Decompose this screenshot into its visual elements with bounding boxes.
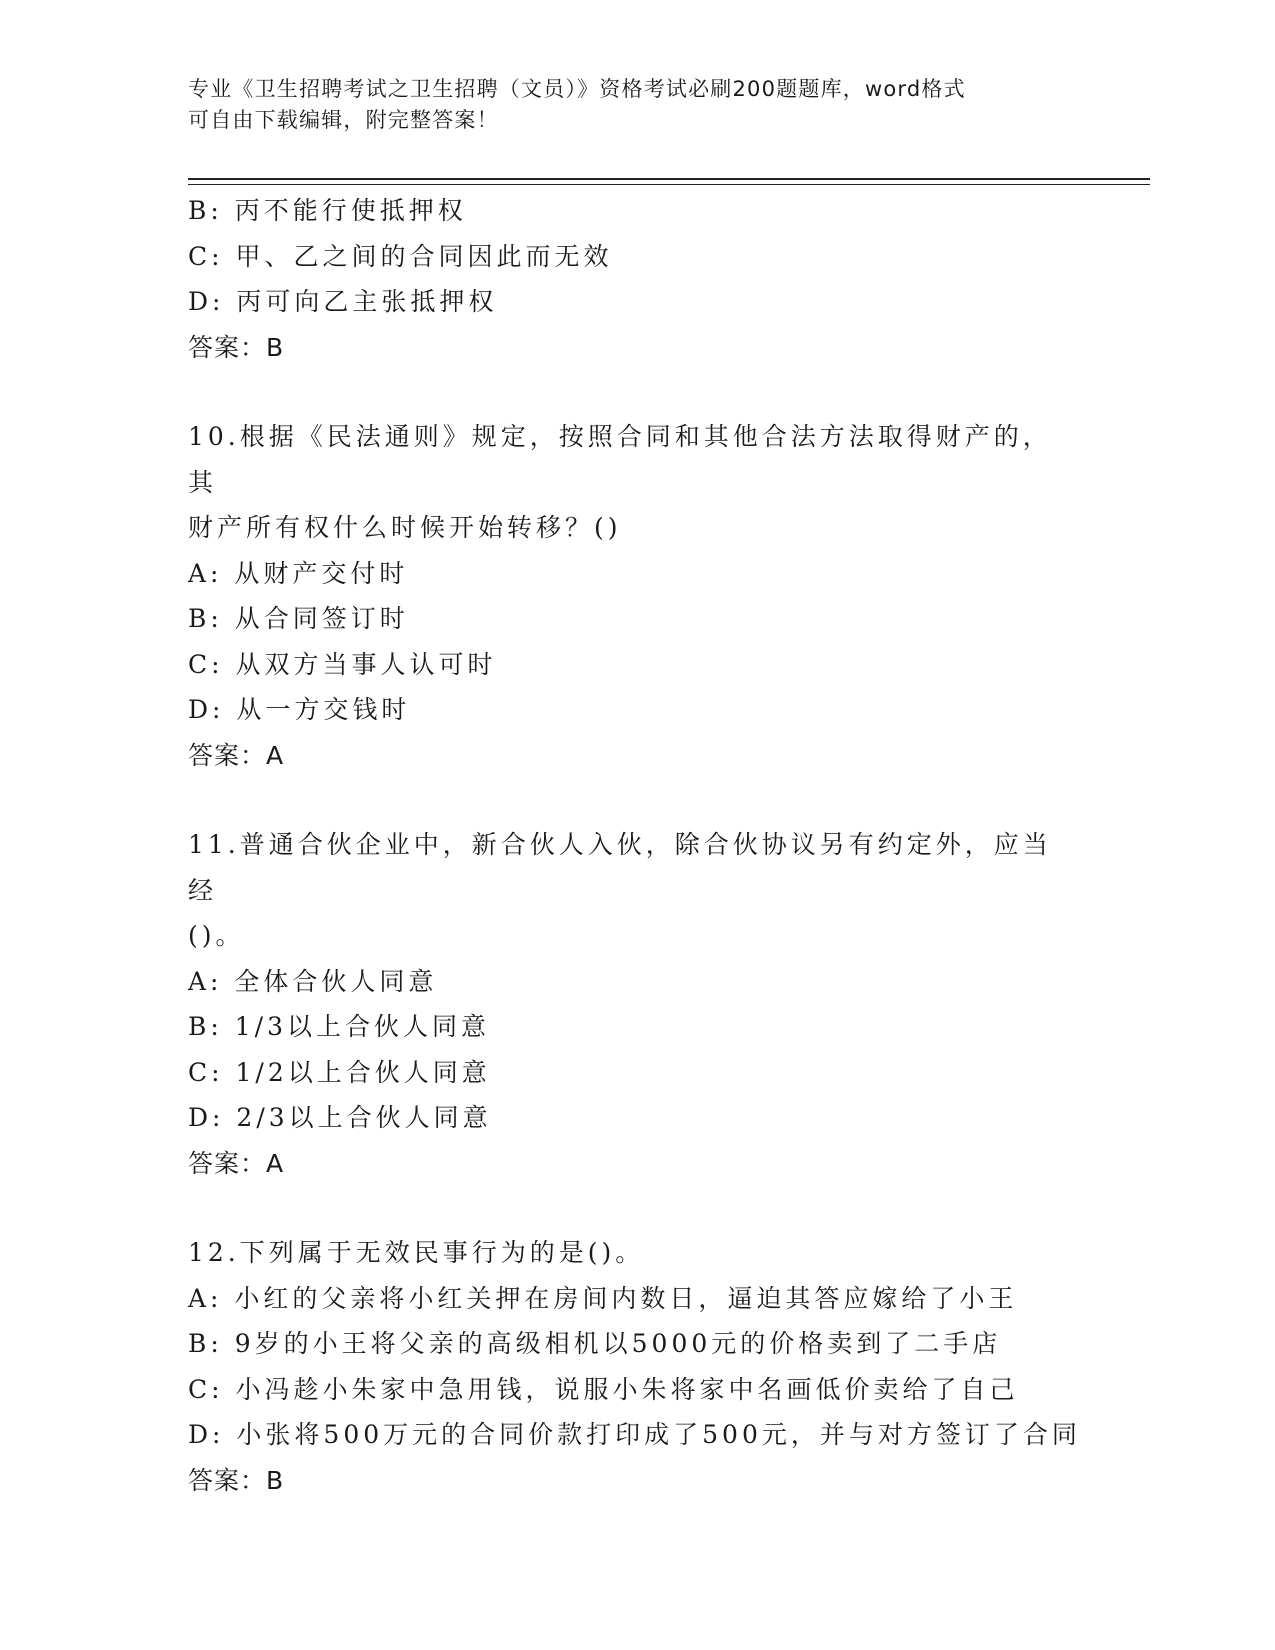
option-d: D: 丙可向乙主张抵押权 [188, 287, 498, 316]
option-c: C: 1/2以上合伙人同意 [188, 1057, 491, 1087]
option-b: B: 从合同签订时 [188, 604, 409, 633]
option-c: C: 甲、乙之间的合同因此而无效 [188, 241, 613, 271]
option-d: D: 2/3以上合伙人同意 [188, 1103, 492, 1132]
answer-line: 答案：A [188, 740, 285, 770]
option-c: C: 从双方当事人认可时 [188, 649, 497, 679]
question-stem-line-1: 11.普通合伙企业中，新合伙人入伙，除合伙协议另有约定外，应当经 [188, 830, 1052, 905]
answer-line: 答案：B [188, 332, 285, 362]
question-block-12 [188, 1230, 1088, 1503]
question-block-10 [188, 414, 1088, 778]
question-stem-line-2: 财产所有权什么时候开始转移？() [188, 513, 622, 542]
answer-line: 答案：A [188, 1148, 285, 1178]
header-line-1: 专业《卫生招聘考试之卫生招聘（文员）》资格考试必刷200题题库，word格式 [188, 77, 966, 101]
header-line-2: 可自由下载编辑，附完整答案！ [188, 108, 499, 132]
answer-line: 答案：B [188, 1465, 285, 1495]
option-b: B: 9岁的小王将父亲的高级相机以5000元的价格卖到了二手店 [188, 1329, 1002, 1358]
question-stem-line-1: 12.下列属于无效民事行为的是()。 [188, 1238, 645, 1267]
option-a: A: 从财产交付时 [188, 558, 409, 588]
question-stem-line-2: ()。 [188, 921, 245, 950]
option-a: A: 全体合伙人同意 [188, 966, 438, 996]
option-b: B: 1/3以上合伙人同意 [188, 1012, 490, 1041]
option-b: B: 丙不能行使抵押权 [188, 196, 467, 225]
header-divider-thin [188, 184, 1150, 185]
option-c: C: 小冯趁小朱家中急用钱，说服小朱将家中名画低价卖给了自己 [188, 1374, 1019, 1404]
document-header [188, 74, 1068, 136]
question-stem-line-1: 10.根据《民法通则》规定，按照合同和其他合法方法取得财产的，其 [188, 422, 1052, 497]
page-content [188, 188, 1088, 1503]
question-block-9-continued [188, 188, 1088, 370]
option-a: A: 小红的父亲将小红关押在房间内数日，逼迫其答应嫁给了小王 [188, 1283, 1018, 1313]
question-block-11 [188, 822, 1088, 1186]
option-d: D: 从一方交钱时 [188, 695, 411, 724]
option-d: D: 小张将500万元的合同价款打印成了500元，并与对方签订了合同 [188, 1420, 1081, 1449]
header-divider-thick [188, 178, 1150, 180]
